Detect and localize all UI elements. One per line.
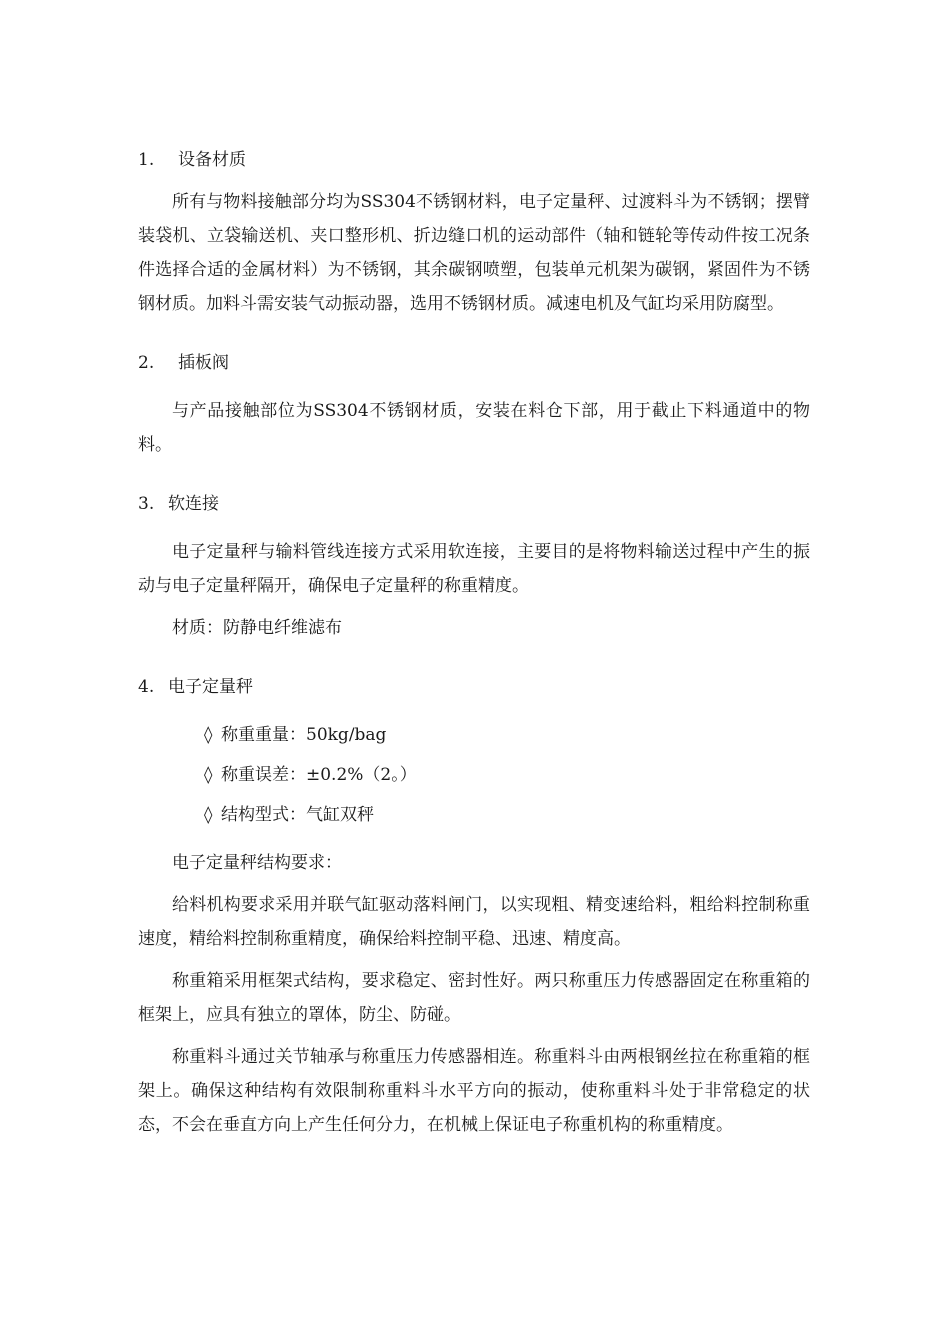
material-line: 材质：防静电纤维滤布 bbox=[172, 618, 342, 638]
section-heading-2 bbox=[138, 346, 810, 380]
section-title: 软连接 bbox=[168, 494, 219, 514]
section-heading-1 bbox=[138, 143, 810, 177]
spec-text: 结构型式：气缸双秤 bbox=[221, 805, 374, 825]
section-number: 3. bbox=[138, 494, 155, 514]
document-content bbox=[138, 143, 810, 1142]
section-paragraph: 称重料斗通过关节轴承与称重压力传感器相连。称重料斗由两根钢丝拉在称重箱的框架上。确保这种结构有效限制称重料斗水平方向的振动，使称重料斗处于非常稳定的状态，不会在垂直方向上产生任何分力，在机械上保证电子称重机构的称重精度。 bbox=[138, 1047, 810, 1135]
section-number: 4. bbox=[138, 677, 155, 697]
section-title: 插板阀 bbox=[178, 353, 229, 373]
section-paragraph: 称重箱采用框架式结构，要求稳定、密封性好。两只称重压力传感器固定在称重箱的框架上，应具有独立的罩体，防尘、防碰。 bbox=[138, 971, 810, 1025]
spec-item-structure bbox=[138, 798, 810, 832]
section-paragraph: 给料机构要求采用并联气缸驱动落料闸门，以实现粗、精变速给料，粗给料控制称重速度，精给料控制称重精度，确保给料控制平稳、迅速、精度高。 bbox=[138, 895, 810, 949]
section-heading-4 bbox=[138, 670, 810, 704]
section-title: 电子定量秤 bbox=[168, 677, 253, 697]
spec-text: 称重误差：±0.2%（2。） bbox=[221, 765, 417, 785]
spec-text: 称重重量：50kg/bag bbox=[221, 725, 387, 745]
section-paragraph: 与产品接触部位为SS304不锈钢材质，安装在料仓下部，用于截止下料通道中的物料。 bbox=[138, 401, 810, 455]
diamond-bullet-icon: ◊ bbox=[204, 725, 213, 745]
section-number: 1. bbox=[138, 150, 155, 170]
section-number: 2. bbox=[138, 353, 155, 373]
spec-item-weight bbox=[138, 718, 810, 752]
section-title: 设备材质 bbox=[178, 150, 246, 170]
section-paragraph: 电子定量秤与输料管线连接方式采用软连接，主要目的是将物料输送过程中产生的振动与电子定量秤隔开，确保电子定量秤的称重精度。 bbox=[138, 542, 810, 596]
section-heading-3 bbox=[138, 487, 810, 521]
diamond-bullet-icon: ◊ bbox=[204, 765, 213, 785]
structure-heading: 电子定量秤结构要求： bbox=[172, 853, 342, 873]
spec-item-error bbox=[138, 758, 810, 792]
section-paragraph: 所有与物料接触部分均为SS304不锈钢材料，电子定量秤、过渡料斗为不锈钢；摆臂装袋机、立袋输送机、夹口整形机、折边缝口机的运动部件（轴和链轮等传动件按工况条件选择合适的金属材料）为不锈钢，其余碳钢喷塑，包装单元机架为碳钢，紧固件为不锈钢材质。加料斗需安装气动振动器，选用不锈钢材质。减速电机及气缸均采用防腐型。 bbox=[138, 192, 810, 314]
diamond-bullet-icon: ◊ bbox=[204, 805, 213, 825]
